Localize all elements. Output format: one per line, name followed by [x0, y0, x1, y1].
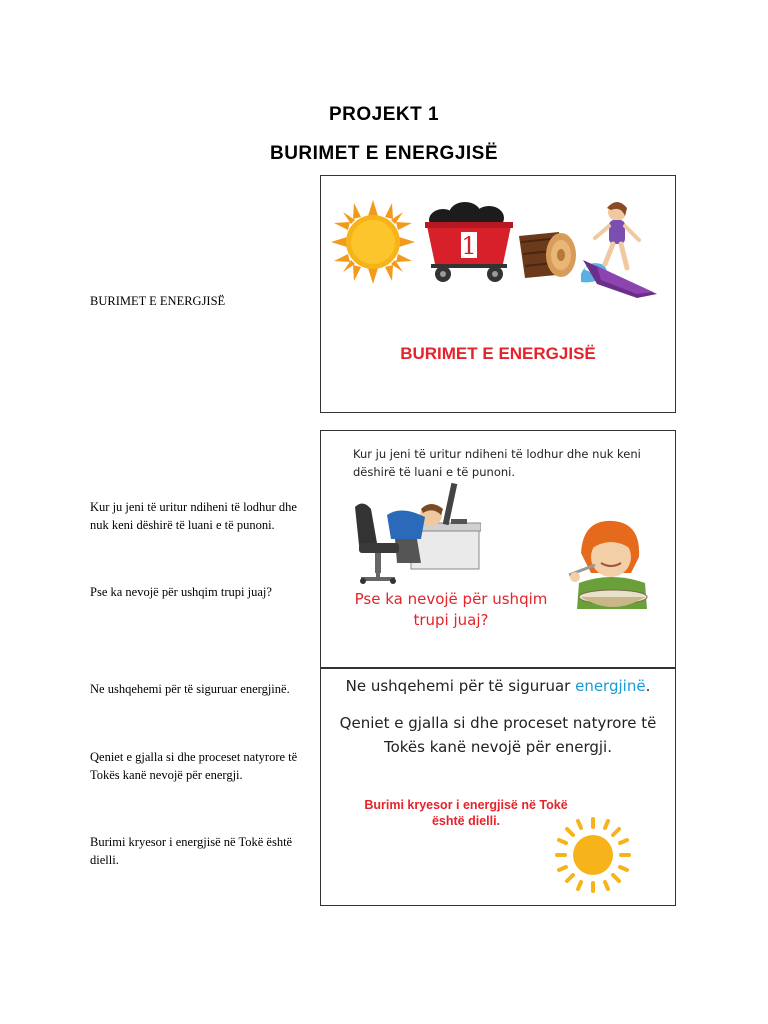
sun-icon [331, 200, 415, 284]
girl-eating-soup-icon [561, 513, 661, 613]
slide-energy-sources [320, 175, 676, 413]
left-heading: BURIMET E ENERGJISË [90, 294, 226, 308]
slide2-text: Kur ju jeni të uritur ndiheni të lodhur dhe nuk keni dëshirë të luani e të punoni. [353, 447, 641, 479]
slide3-line3: Burimi kryesor i energjisë në Tokë është dielli. [364, 798, 568, 828]
sun-icon [553, 815, 633, 895]
left-paragraph-question: Pse ka nevojë për ushqim trupi juaj? [90, 585, 272, 599]
tired-man-at-desk-icon [351, 479, 481, 589]
slide3-line1-highlight: energjinë [575, 677, 646, 695]
document-title: PROJEKT 1 [328, 104, 440, 125]
slide-energy-need [320, 668, 676, 906]
surfer-girl-icon [577, 194, 659, 304]
left-paragraph-hunger: Kur ju jeni të uritur ndiheni të lodhur dhe nuk keni dëshirë të luani e të punoni. [90, 500, 297, 532]
slide-hunger [320, 430, 676, 668]
slide3-line1 [321, 677, 675, 695]
document-subtitle: BURIMET E ENERGJISË [269, 143, 499, 164]
slide1-title: BURIMET E ENERGJISË [400, 344, 596, 363]
wood-log-icon [511, 228, 579, 282]
cart-number: 1 [461, 232, 477, 260]
slide2-question: Pse ka nevojë për ushqim trupi juaj? [354, 590, 548, 629]
left-paragraph-eat: Ne ushqehemi për të siguruar energjinë. [90, 682, 290, 696]
slide3-line1-post: . [645, 677, 651, 695]
slide3-line1-pre: Ne ushqehemi për të siguruar [345, 677, 576, 695]
left-paragraph-living-beings: Qeniet e gjalla si dhe proceset natyrore të Tokës kanë nevojë për energji. [90, 750, 298, 782]
left-paragraph-sun: Burimi kryesor i energjisë në Tokë është dielli. [90, 835, 293, 867]
slide3-line2: Qeniet e gjalla si dhe proceset natyrore të Tokës kanë nevojë për energji. [339, 714, 657, 756]
coal-cart-icon [425, 202, 513, 284]
